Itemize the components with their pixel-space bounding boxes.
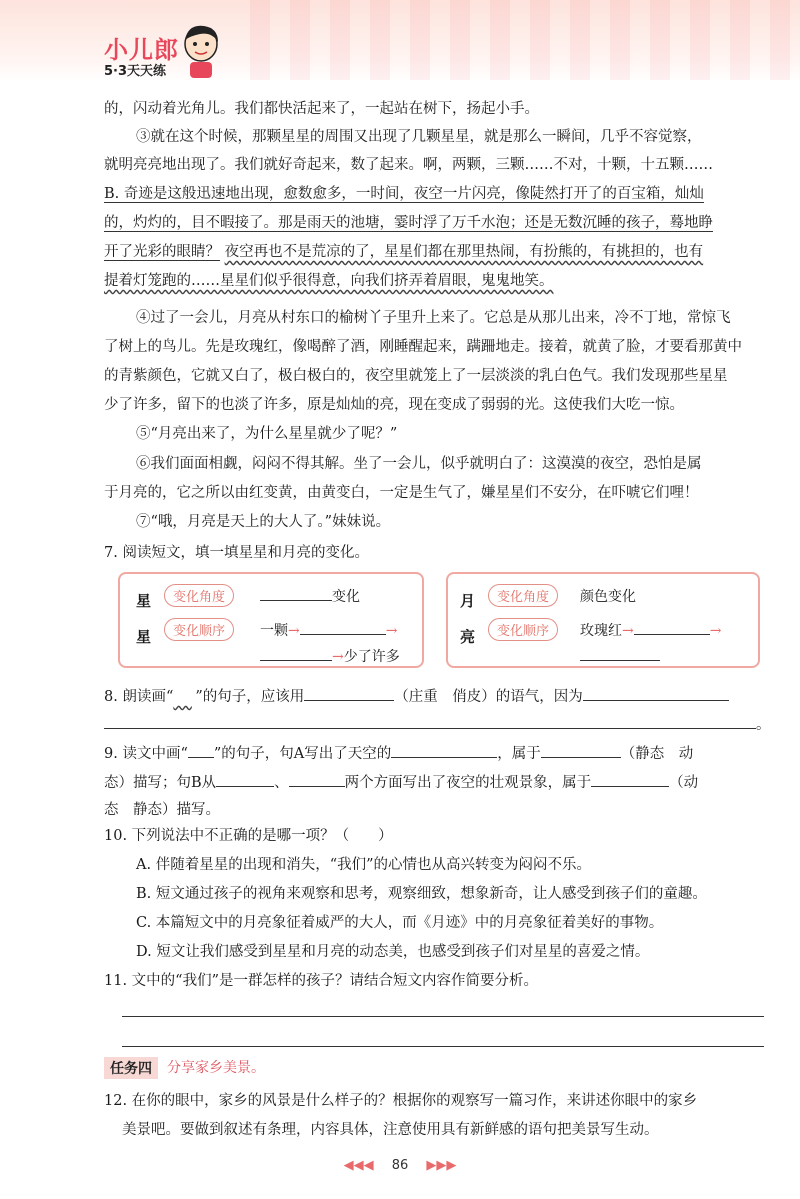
answer-blank[interactable] bbox=[583, 686, 729, 701]
q8-text: 8. 朗读画“ bbox=[104, 689, 174, 705]
underline-mark bbox=[188, 743, 214, 758]
q8-text: ”的句子，应该用 bbox=[195, 689, 305, 705]
paragraph-5-line: ⑤“月亮出来了，为什么星星就少了呢？” bbox=[136, 426, 398, 442]
moon-angle-text: 颜色变化 bbox=[580, 589, 636, 605]
brand-logo-text: 小儿郎 bbox=[104, 36, 179, 64]
answer-blank[interactable] bbox=[591, 772, 669, 787]
question-9-line-3: 态 静态）描写。 bbox=[104, 802, 220, 818]
paragraph-4-line: 了树上的鸟儿。先是玫瑰红，像喝醉了酒，刚睡醒起来，蹒跚地走。接着，就黄了脸，才要看那黄中 bbox=[104, 339, 742, 355]
mascot-icon bbox=[178, 22, 224, 80]
star-order-start: 一颗 bbox=[260, 623, 288, 639]
sentence-b-line bbox=[104, 184, 704, 204]
page-number: 86 bbox=[391, 1158, 409, 1173]
question-9 bbox=[104, 743, 693, 764]
q9-text: 、 bbox=[274, 775, 289, 791]
wavy-mark bbox=[173, 687, 195, 707]
left-arrows-icon: ◀◀◀ bbox=[343, 1158, 374, 1173]
answer-blank[interactable] bbox=[216, 772, 274, 787]
star-angle-answer bbox=[260, 586, 360, 606]
q8-end: 。 bbox=[756, 717, 771, 733]
paragraph-6-line: 于月亮的，它之所以由红变黄，由黄变白，一定是生气了，嫌星星们不安分，在吓唬它们哩！ bbox=[104, 485, 699, 501]
question-8 bbox=[104, 686, 729, 707]
paragraph-3-line: 就明亮亮地出现了。我们就好奇起来，数了起来。啊，两颗，三颗……不对，十颗，十五颗…… bbox=[104, 157, 713, 173]
answer-blank[interactable] bbox=[304, 686, 394, 701]
moon-order-answer: 玫瑰红→ → bbox=[580, 620, 721, 640]
star-order-answer: 一颗→ → bbox=[260, 620, 397, 640]
task-4-title: 分享家乡美景。 bbox=[167, 1060, 265, 1076]
paragraph-7-line: ⑦“哦，月亮是天上的大人了。”妹妹说。 bbox=[136, 514, 391, 530]
paragraph-3-line: ③就在这个时候，那颗星星的周围又出现了几颗星星，就是那么一瞬间，几乎不容觉察， bbox=[136, 129, 702, 145]
page-header bbox=[0, 0, 800, 82]
q9-text: 9. 读文中画“ bbox=[104, 746, 188, 762]
tag-change-angle: 变化角度 bbox=[488, 584, 558, 607]
question-7-prompt: 7. 阅读短文，填一填星星和月亮的变化。 bbox=[104, 545, 369, 561]
answer-blank[interactable] bbox=[541, 743, 621, 758]
answer-line[interactable] bbox=[122, 1046, 764, 1047]
paragraph-4-line: 的青紫颜色，它就又白了，极白极白的，夜空里就笼上了一层淡淡的乳白色气。我们发现那些星星 bbox=[104, 368, 728, 384]
answer-blank[interactable] bbox=[104, 714, 756, 729]
q8-text: （庄重 俏皮）的语气，因为 bbox=[394, 689, 583, 705]
answer-blank[interactable] bbox=[391, 743, 497, 758]
question-12-line: 12. 在你的眼中，家乡的风景是什么样子的？根据你的观察写一篇习作，来讲述你眼中的家乡 bbox=[104, 1093, 698, 1109]
star-angle-suffix: 变化 bbox=[332, 589, 360, 605]
option-b[interactable]: B. 短文通过孩子的视角来观察和思考，观察细致，想象新奇，让人感受到孩子们的童趣。 bbox=[136, 886, 707, 902]
right-arrows-icon: ▶▶▶ bbox=[426, 1158, 457, 1173]
moon-label-char: 亮 bbox=[460, 628, 476, 646]
tag-change-angle: 变化角度 bbox=[164, 584, 234, 607]
wavy-sentence-line bbox=[104, 271, 554, 291]
question-11-prompt: 11. 文中的“我们”是一群怎样的孩子？请结合短文内容作简要分析。 bbox=[104, 973, 538, 989]
moon-label-char: 月 bbox=[460, 592, 476, 610]
answer-blank[interactable] bbox=[580, 646, 660, 661]
star-order-answer-2: →少了许多 bbox=[260, 646, 400, 666]
tag-change-order: 变化顺序 bbox=[164, 618, 234, 641]
q9-text: 两个方面写出了夜空的壮观景象，属于 bbox=[344, 775, 592, 791]
paragraph-4-line: ④过了一会儿，月亮从村东口的榆树丫子里升上来了。它总是从那儿出来，冷不丁地，常惊飞 bbox=[136, 310, 731, 326]
star-label-char: 星 bbox=[136, 628, 152, 646]
star-change-box bbox=[118, 572, 424, 668]
star-label-char: 星 bbox=[136, 592, 152, 610]
question-12-line: 美景吧。要做到叙述有条理，内容具体，注意使用具有新鲜感的语句把美景写生动。 bbox=[122, 1122, 659, 1138]
option-c[interactable]: C. 本篇短文中的月亮象征着威严的大人，而《月迹》中的月亮象征着美好的事物。 bbox=[136, 915, 664, 931]
sentence-b-text: B. 奇迹是这般迅速地出现，愈数愈多，一时间，夜空一片闪亮，像陡然打开了的百宝箱，灿灿 bbox=[104, 186, 704, 202]
moon-change-box bbox=[446, 572, 760, 668]
q9-text: （静态 动 bbox=[620, 746, 694, 762]
moon-order-start: 玫瑰红 bbox=[580, 623, 622, 639]
answer-blank[interactable] bbox=[300, 620, 386, 635]
star-order-end: 少了许多 bbox=[343, 649, 400, 665]
paragraph-6-line: ⑥我们面面相觑，闷闷不得其解。坐了一会儿，似乎就明白了：这漠漠的夜空，恐怕是属 bbox=[136, 456, 702, 472]
paragraph-3-line bbox=[104, 242, 703, 262]
question-8-line-2 bbox=[104, 714, 771, 735]
answer-blank[interactable] bbox=[634, 620, 710, 635]
sentence-b-text: 开了光彩的眼睛？ bbox=[104, 244, 220, 260]
q9-text: ”的句子，句A写出了天空的 bbox=[213, 746, 392, 762]
wavy-sentence-text: 夜空再也不是荒凉的了，星星们都在那里热闹，有扮熊的，有挑担的，也有 bbox=[224, 244, 704, 260]
option-a[interactable]: A. 伴随着星星的出现和消失，“我们”的心情也从高兴转变为闷闷不乐。 bbox=[136, 857, 592, 873]
sentence-b-line bbox=[104, 213, 713, 233]
q9-text: 态）描写；句B从 bbox=[104, 775, 217, 791]
task-4-tag: 任务四 bbox=[104, 1057, 158, 1079]
question-9-line-2 bbox=[104, 772, 698, 793]
tag-change-order: 变化顺序 bbox=[488, 618, 558, 641]
wavy-sentence-text: 提着灯笼跑的……星星们似乎很得意，向我们挤弄着眉眼，鬼鬼地笑。 bbox=[104, 273, 554, 289]
paragraph-4-line: 少了许多，留下的也淡了许多，原是灿灿的亮，现在变成了弱弱的光。这使我们大吃一惊。 bbox=[104, 397, 684, 413]
header-decoration bbox=[250, 0, 800, 80]
answer-blank[interactable] bbox=[260, 586, 332, 601]
answer-blank[interactable] bbox=[289, 772, 345, 787]
sentence-b-text: 的，灼灼的，目不暇接了。那是雨天的池塘，霎时浮了万千水泡；还是无数沉睡的孩子，蓦地睁 bbox=[104, 215, 713, 231]
moon-order-answer-2 bbox=[580, 646, 660, 665]
page-footer bbox=[0, 1158, 800, 1173]
q9-text: ，属于 bbox=[497, 746, 541, 762]
q9-text: （动 bbox=[669, 775, 699, 791]
option-d[interactable]: D. 短文让我们感受到星星和月亮的动态美，也感受到孩子们对星星的喜爱之情。 bbox=[136, 944, 650, 960]
series-name: 5·3天天练 bbox=[104, 64, 167, 79]
answer-line[interactable] bbox=[122, 1016, 764, 1017]
answer-blank[interactable] bbox=[260, 646, 332, 661]
passage-line: 的，闪动着光角儿。我们都快活起来了，一起站在树下，扬起小手。 bbox=[104, 101, 539, 117]
question-10-prompt: 10. 下列说法中不正确的是哪一项？（ ） bbox=[104, 828, 393, 844]
